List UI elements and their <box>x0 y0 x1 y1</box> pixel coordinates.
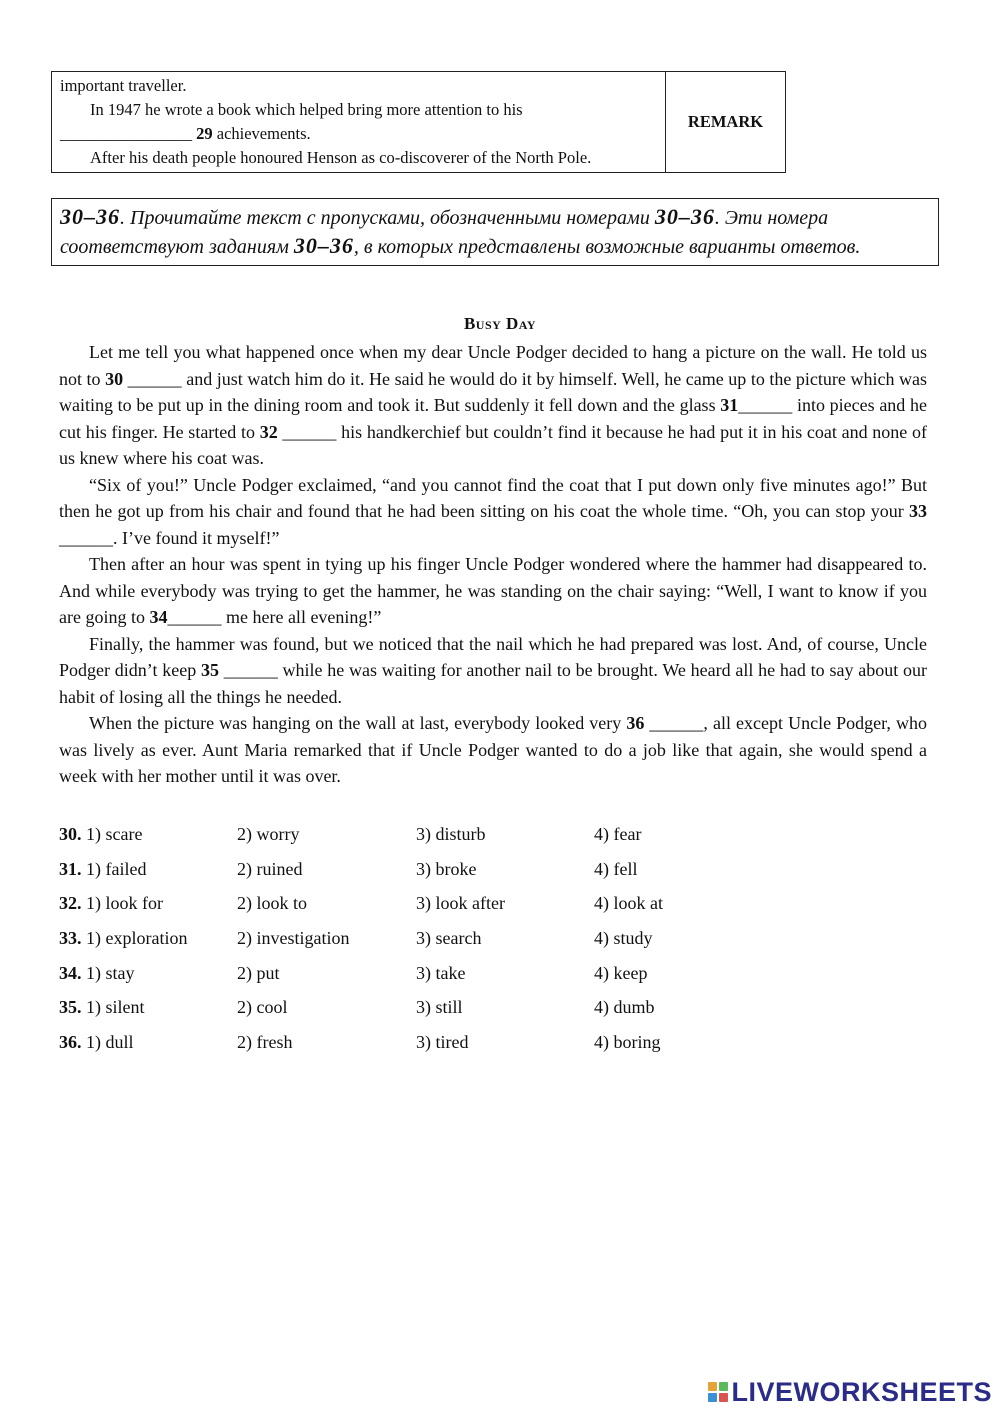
option-choice[interactable]: 1) scare <box>86 823 143 844</box>
passage-line <box>60 122 657 146</box>
option-choice[interactable]: 3) search <box>416 927 482 948</box>
question-number: 35. <box>59 997 82 1018</box>
option-choice[interactable]: 2) worry <box>237 823 300 844</box>
passage-line: In 1947 he wrote a book which helped bring more attention to his <box>90 100 523 119</box>
option-row <box>59 921 759 956</box>
logo-square <box>719 1393 728 1402</box>
story-text-run: ______ while he was waiting for another nail to be brought. We heard all he had to say about our habit of losing all the things he needed. <box>59 660 927 707</box>
option-cell <box>59 921 237 956</box>
task-text: , в которых представлены возможные варианты ответов. <box>353 236 861 258</box>
option-choice[interactable]: 4) study <box>594 927 653 948</box>
option-choice[interactable]: 4) look at <box>594 893 663 914</box>
option-row <box>59 990 759 1025</box>
story-text-run: ______ into pieces and he cut his finger. He started to <box>59 395 927 442</box>
option-choice[interactable]: 4) fell <box>594 858 638 879</box>
option-choice[interactable]: 2) investigation <box>237 927 350 948</box>
option-choice[interactable]: 1) silent <box>86 997 145 1018</box>
question-number: 36. <box>59 1031 82 1052</box>
story-paragraph <box>59 631 927 711</box>
option-choice[interactable]: 3) broke <box>416 858 477 879</box>
liveworksheets-watermark[interactable] <box>708 1376 992 1408</box>
option-cell <box>59 886 237 921</box>
passage-text: achievements. <box>212 124 311 143</box>
question-number: 31. <box>59 858 82 879</box>
option-cell <box>59 990 237 1025</box>
option-choice[interactable]: 1) look for <box>86 893 163 914</box>
question-number: 33. <box>59 927 82 948</box>
option-choice[interactable]: 3) look after <box>416 893 505 914</box>
passage-line: After his death people honoured Henson as co-discoverer of the North Pole. <box>90 148 592 167</box>
gap-number-33[interactable]: 33 <box>909 501 927 521</box>
option-choice[interactable]: 4) fear <box>594 823 642 844</box>
option-choice[interactable]: 2) fresh <box>237 1031 293 1052</box>
story-text-run: “Six of you!” Uncle Podger exclaimed, “and you cannot find the coat that I put down only five minutes ago!” But then he got up from his chair and found that he had been sitting on his coat the whole time. “Oh, you can stop your <box>59 474 927 521</box>
option-cell <box>59 1025 237 1060</box>
blank-29[interactable]: ________________ <box>60 124 192 143</box>
story-paragraph <box>59 339 927 472</box>
passage-cell <box>52 72 666 173</box>
gap-number-32[interactable]: 32 <box>259 421 278 442</box>
story-text-run: ______ me here all evening!” <box>167 607 382 627</box>
task-range: 30–36 <box>293 233 354 258</box>
story-paragraph <box>59 551 927 631</box>
gap-number-35[interactable]: 35 <box>200 660 219 680</box>
option-choice[interactable]: 4) dumb <box>594 997 655 1018</box>
question-number: 34. <box>59 962 82 983</box>
option-choice[interactable]: 1) dull <box>86 1031 134 1052</box>
option-choice[interactable]: 3) take <box>416 962 466 983</box>
gap-number-36[interactable]: 36 <box>626 713 645 733</box>
story-paragraph <box>59 710 927 790</box>
story-text-run: ______, all except Uncle Podger, who was lively as ever. Aunt Maria remarked that if Uncle Podger wanted to do a job like that again, she would spend a week with her mother until it was over. <box>59 713 927 786</box>
task-text: . Прочитайте текст с пропусками, обозначенными номерами <box>120 207 655 229</box>
task-range: 30–36 <box>60 204 120 229</box>
story-text-run: Finally, the hammer was found, but we noticed that the nail which he had prepared was lost. And, of course, Uncle Podger didn’t keep <box>59 633 927 680</box>
option-choice[interactable]: 2) put <box>237 962 280 983</box>
option-choice[interactable]: 3) tired <box>416 1031 469 1052</box>
option-choice[interactable]: 1) failed <box>86 858 147 879</box>
logo-square <box>719 1382 728 1391</box>
liveworksheets-logo-icon <box>708 1382 728 1402</box>
task-instruction-box <box>51 198 939 266</box>
option-choice[interactable]: 2) look to <box>237 893 307 914</box>
option-row <box>59 956 759 991</box>
option-choice[interactable]: 3) disturb <box>416 823 486 844</box>
question-number: 30. <box>59 823 82 844</box>
logo-square <box>708 1382 717 1391</box>
option-choice[interactable]: 4) boring <box>594 1031 661 1052</box>
story-text-run: When the picture was hanging on the wall at last, everybody looked very <box>89 713 627 733</box>
option-choice[interactable]: 2) ruined <box>237 858 303 879</box>
option-cell <box>59 817 237 852</box>
story-text-run: Then after an hour was spent in tying up his finger Uncle Podger wondered where the hammer had disappeared to. And while everybody was trying to get the hammer, he was standing on the chair saying: “Well, I want to know if you are going to <box>59 554 927 627</box>
option-choice[interactable]: 1) exploration <box>86 927 188 948</box>
option-choice[interactable]: 3) still <box>416 997 463 1018</box>
option-choice[interactable]: 1) stay <box>86 962 135 983</box>
option-cell <box>59 852 237 887</box>
story-text-run: ______ his handkerchief but couldn’t find it because he had put it in his coat and none of us knew where his coat was. <box>59 421 928 468</box>
watermark-text: LIVEWORKSHEETS <box>731 1376 992 1407</box>
story-title: Busy Day <box>463 314 537 333</box>
option-cell <box>59 956 237 991</box>
story-paragraph <box>59 472 927 552</box>
story-text-run: Let me tell you what happened once when my dear Uncle Podger decided to hang a picture on the wall. He told us not to <box>59 342 927 389</box>
story-text <box>59 339 927 790</box>
question-number: 32. <box>59 893 82 914</box>
answer-options <box>59 817 759 1060</box>
gap-number-31[interactable]: 31 <box>720 395 739 415</box>
passage-line: important traveller. <box>60 76 187 95</box>
task-text: . Эти номера соответствуют заданиям <box>60 207 829 258</box>
option-choice[interactable]: 2) cool <box>237 997 288 1018</box>
previous-task-table <box>51 71 786 173</box>
option-row <box>59 852 759 887</box>
gap-number-34[interactable]: 34 <box>149 607 168 627</box>
option-row <box>59 817 759 852</box>
story-text-run: ______. I’ve found it myself!” <box>59 527 280 548</box>
option-choice[interactable]: 4) keep <box>594 962 648 983</box>
gap-number-30[interactable]: 30 <box>105 368 124 389</box>
story-text-run: ______ and just watch him do it. He said he would do it by himself. Well, he came up to the picture which was waiting to be put up in the dining room and took it. But suddenly it fell down and the glass <box>59 368 927 415</box>
option-row <box>59 886 759 921</box>
gap-number-29: 29 <box>196 124 213 143</box>
remark-cell: REMARK <box>666 72 786 173</box>
task-range: 30–36 <box>654 204 715 229</box>
logo-square <box>708 1393 717 1402</box>
option-row <box>59 1025 759 1060</box>
